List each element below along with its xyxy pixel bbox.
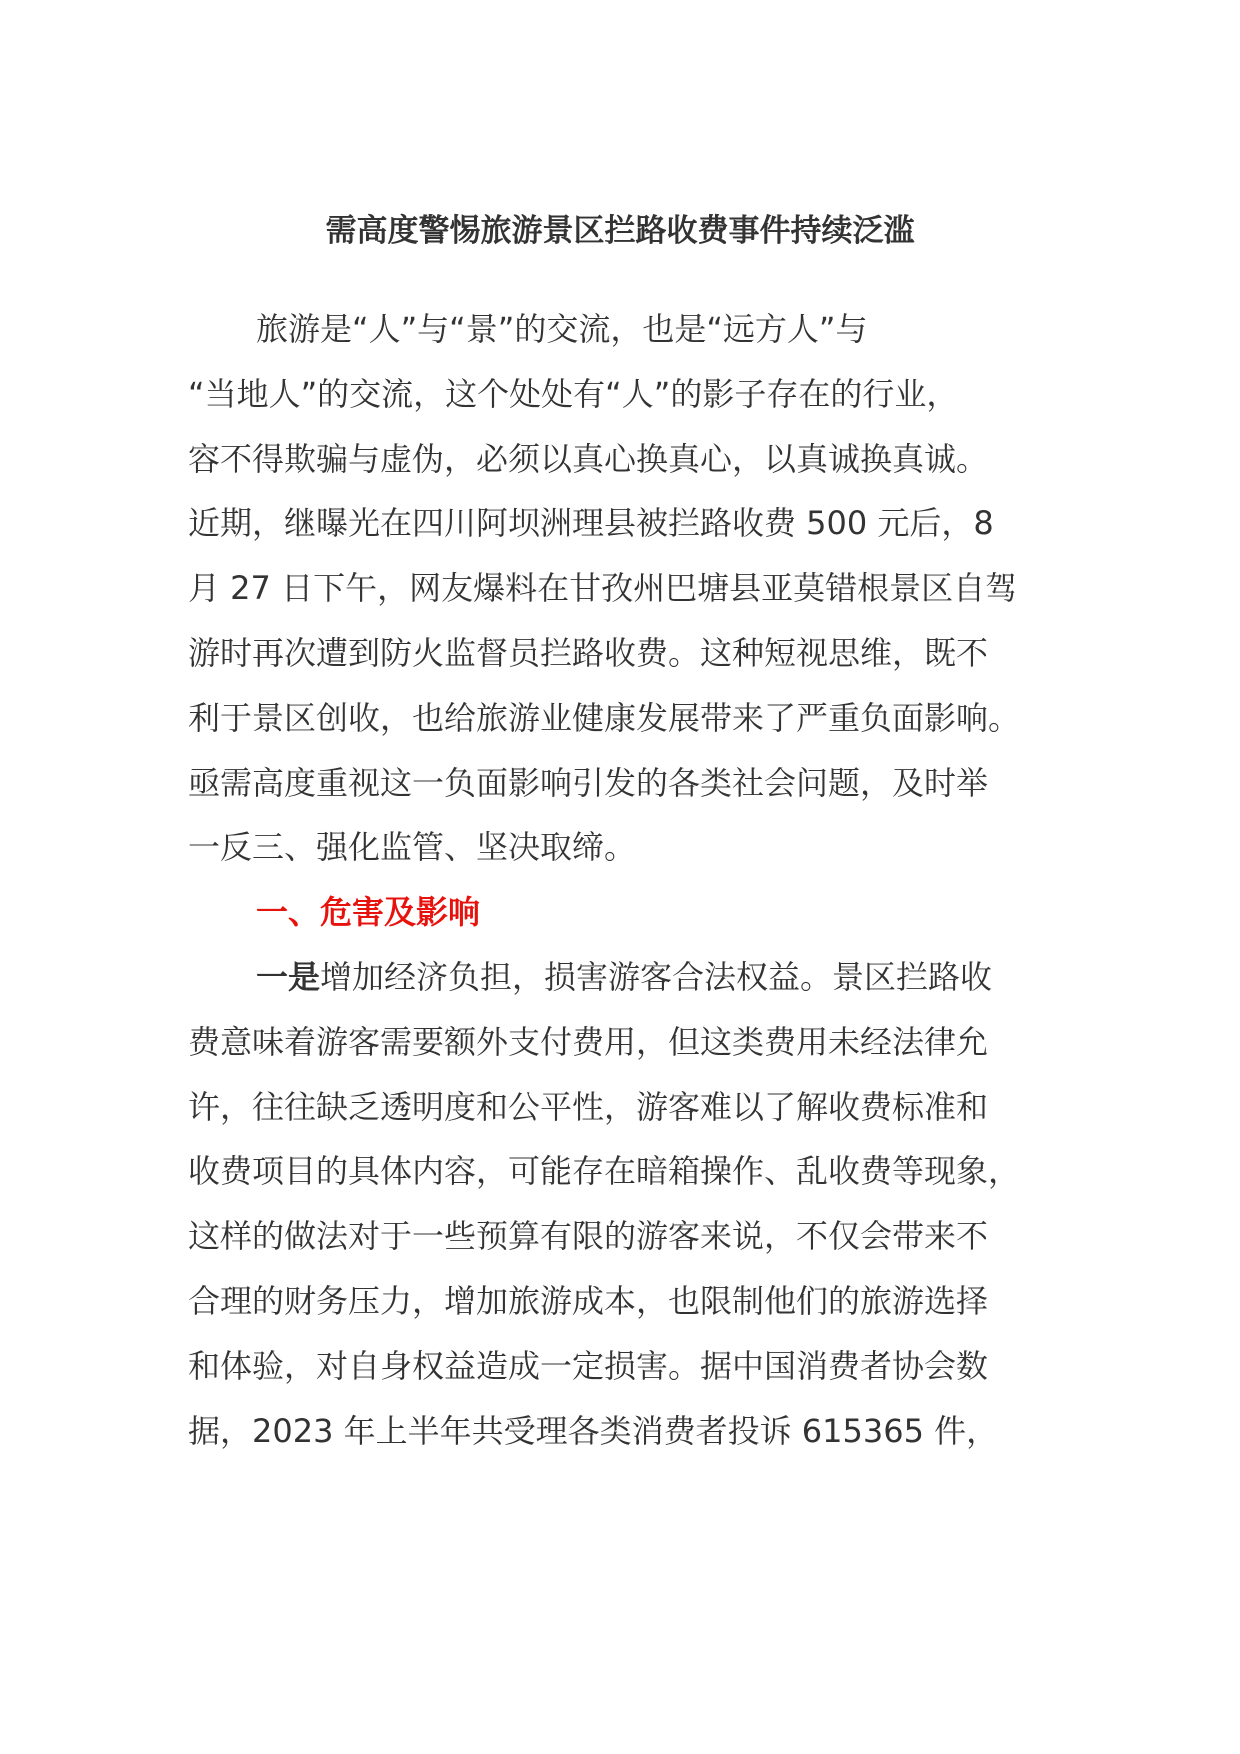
paragraph-line: 游时再次遭到防火监督员拦路收费。这种短视思维，既不	[188, 633, 989, 672]
paragraph-line: 月 27 日下午，网友爆料在甘孜州巴塘县亚莫错根景区自驾	[188, 569, 1018, 608]
paragraph-line: 亟需高度重视这一负面影响引发的各类社会问题，及时举	[188, 763, 989, 802]
point-first-line-text: 增加经济负担，损害游客合法权益。景区拦路收	[320, 957, 993, 996]
paragraph-line: 合理的财务压力，增加旅游成本，也限制他们的旅游选择	[188, 1281, 989, 1320]
paragraph-line: 据，2023 年上半年共受理各类消费者投诉 615365 件，	[188, 1411, 999, 1450]
paragraph-line: “当地人”的交流，这个处处有“人”的影子存在的行业，	[188, 374, 959, 413]
point-label: 一是	[256, 957, 321, 996]
paragraph-line: 这样的做法对于一些预算有限的游客来说，不仅会带来不	[188, 1217, 989, 1256]
point-first-line	[188, 945, 1058, 1010]
paragraph-line: 容不得欺骗与虚伪，必须以真心换真心，以真诚换真诚。	[188, 439, 989, 478]
paragraph-line: 收费项目的具体内容，可能存在暗箱操作、乱收费等现象，	[188, 1152, 1021, 1191]
paragraph-line: 旅游是“人”与“景”的交流，也是“远方人”与	[256, 310, 868, 348]
paragraph-line: 费意味着游客需要额外支付费用，但这类费用未经法律允	[188, 1022, 989, 1061]
document-body	[188, 297, 1058, 1463]
paragraph-line: 许，往往缺乏透明度和公平性，游客难以了解收费标准和	[188, 1087, 989, 1126]
paragraph-line: 和体验，对自身权益造成一定损害。据中国消费者协会数	[188, 1346, 989, 1385]
section-heading: 一、危害及影响	[256, 893, 481, 932]
paragraph-line: 近期，继曝光在四川阿坝洲理县被拦路收费 500 元后，8	[188, 504, 994, 543]
paragraph-line: 一反三、强化监管、坚决取缔。	[188, 828, 637, 867]
document-title: 需高度警惕旅游景区拦路收费事件持续泛滥	[325, 213, 915, 249]
paragraph-line: 利于景区创收，也给旅游业健康发展带来了严重负面影响。	[188, 698, 1021, 737]
